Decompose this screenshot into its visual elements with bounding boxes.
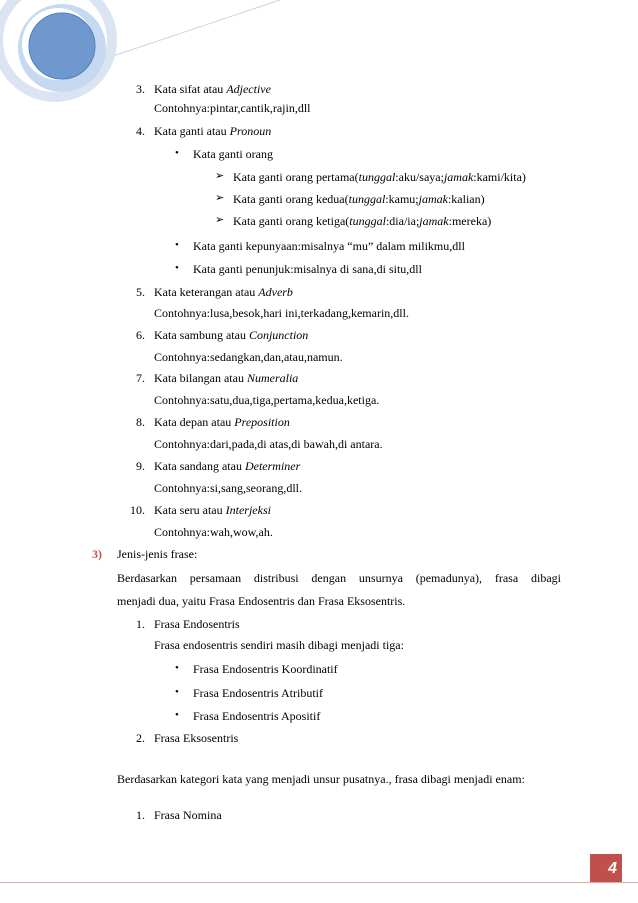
list-number: 1. [136, 617, 145, 631]
section-number: 3) [92, 547, 102, 561]
bullet-item: Kata ganti kepunyaan:misalnya “mu” dalam milikmu,dll [193, 239, 465, 253]
list-number: 2. [136, 731, 145, 745]
arrow-bullet-icon: ➢ [215, 170, 225, 182]
list-item-title: Frasa Nomina [154, 808, 222, 822]
bullet-icon: • [175, 686, 179, 698]
list-number: 7. [136, 371, 145, 385]
list-item-example: Contohnya:dari,pada,di atas,di bawah,di antara. [154, 437, 383, 451]
list-number: 5. [136, 285, 145, 299]
bullet-icon: • [175, 662, 179, 674]
paragraph: Berdasarkan kategori kata yang menjadi unsur pusatnya., frasa dibagi menjadi enam: [117, 772, 525, 786]
bullet-item: Kata ganti orang [193, 147, 273, 161]
bullet-item: Frasa Endosentris Koordinatif [193, 662, 338, 676]
list-item-title: Kata sifat atau Adjective [154, 82, 271, 96]
list-number: 9. [136, 459, 145, 473]
arrow-item: Kata ganti orang pertama(tunggal:aku/saya;jamak:kami/kita) [233, 170, 526, 184]
list-item-title: Kata depan atau Preposition [154, 415, 290, 429]
arrow-bullet-icon: ➢ [215, 192, 225, 204]
list-item-title: Kata keterangan atau Adverb [154, 285, 293, 299]
list-item-title: Kata sandang atau Determiner [154, 459, 301, 473]
arrow-item: Kata ganti orang ketiga(tunggal:dia/ia;jamak:mereka) [233, 214, 492, 228]
page-footer-line [0, 882, 638, 883]
bullet-item: Frasa Endosentris Atributif [193, 686, 323, 700]
list-number: 8. [136, 415, 145, 429]
bullet-icon: • [175, 147, 179, 159]
list-number: 4. [136, 124, 145, 138]
bullet-icon: • [175, 709, 179, 721]
list-item-title: Kata ganti atau Pronoun [154, 124, 272, 138]
list-item-example: Contohnya:sedangkan,dan,atau,namun. [154, 350, 343, 364]
list-number: 6. [136, 328, 145, 342]
paragraph-line: Berdasarkan persamaan distribusi dengan unsurnya (pemadunya), frasa dibagi [117, 571, 561, 585]
list-number: 1. [136, 808, 145, 822]
list-number: 3. [136, 82, 145, 96]
bullet-icon: • [175, 239, 179, 251]
paragraph-line: menjadi dua, yaitu Frasa Endosentris dan Frasa Eksosentris. [117, 594, 406, 608]
bullet-item: Kata ganti penunjuk:misalnya di sana,di situ,dll [193, 262, 422, 276]
list-item-title: Kata seru atau Interjeksi [154, 503, 271, 517]
list-item-title: Frasa Eksosentris [154, 731, 239, 745]
bullet-item: Frasa Endosentris Apositif [193, 709, 321, 723]
list-item-example: Contohnya:si,sang,seorang,dll. [154, 481, 302, 495]
list-item-title: Kata bilangan atau Numeralia [154, 371, 299, 385]
bullet-icon: • [175, 262, 179, 274]
list-item-description: Frasa endosentris sendiri masih dibagi menjadi tiga: [154, 638, 404, 652]
arrow-item: Kata ganti orang kedua(tunggal:kamu;jamak:kalian) [233, 192, 485, 206]
section-heading: Jenis-jenis frase: [117, 547, 198, 561]
list-number: 10. [130, 503, 145, 517]
list-item-example: Contohnya:wah,wow,ah. [154, 525, 273, 539]
list-item-example: Contohnya:lusa,besok,hari ini,terkadang,kemarin,dll. [154, 306, 409, 320]
arrow-bullet-icon: ➢ [215, 214, 225, 226]
page-number: 4 [590, 854, 622, 882]
list-item-example: Contohnya:pintar,cantik,rajin,dll [154, 101, 311, 115]
list-item-example: Contohnya:satu,dua,tiga,pertama,kedua,ketiga. [154, 393, 380, 407]
list-item-title: Kata sambung atau Conjunction [154, 328, 309, 342]
list-item-title: Frasa Endosentris [154, 617, 240, 631]
